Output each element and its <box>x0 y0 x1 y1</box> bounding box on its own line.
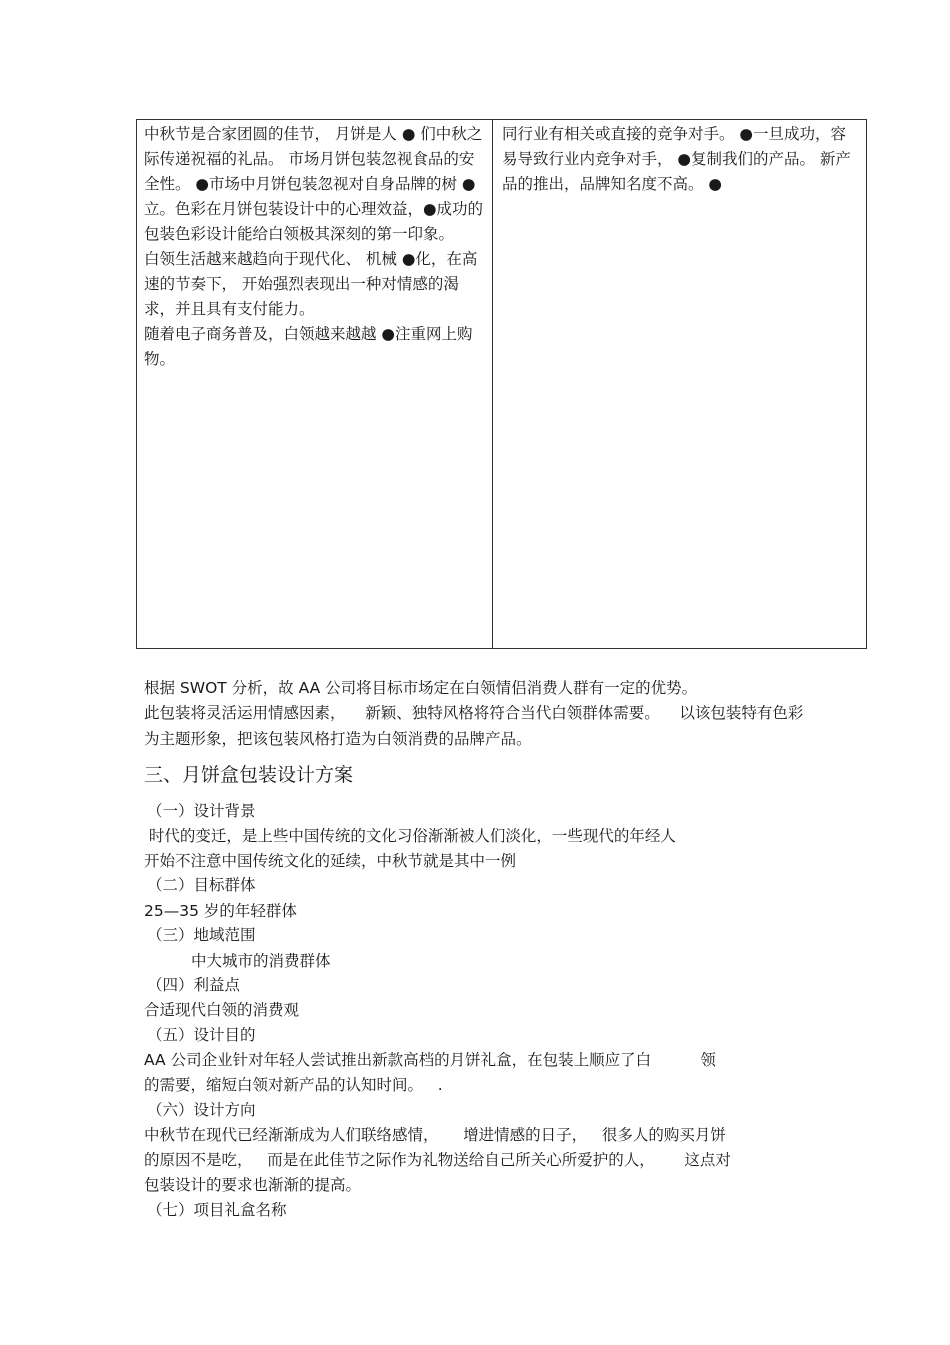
swot-left-paragraph: 随着电子商务普及，白领越来越越 ●注重网上购物。 <box>144 325 473 368</box>
summary-paragraph: 此包装将灵活运用情感因素， 新颖、独特风格将符合当代白领群体需要。 以该包装特有色彩为主题形象，把该包装风格打造为白领消费的品牌产品。 <box>144 704 804 748</box>
swot-left-paragraph: 白领生活越来越趋向于现代化、 机械 ●化，在高速的节奏下， 开始强烈表现出一种对情感的渴求，并且具有支付能力。 <box>144 250 478 318</box>
swot-cell-left <box>137 120 493 648</box>
direction-heading: （六）设计方向 <box>147 1101 256 1119</box>
swot-left-paragraph: 中秋节是合家团圆的佳节， 月饼是人 ● 们中秋之际传递祝福的礼品。 市场月饼包装忽视食品的安全性。 ●市场中月饼包装忽视对自身品牌的树 ● <box>144 125 483 193</box>
section-title: 三、月饼盒包装设计方案 <box>144 764 354 786</box>
target-heading: （二）目标群体 <box>147 876 256 894</box>
swot-right-paragraph: 同行业有相关或直接的竞争对手。 ●一旦成功，容易导致行业内竞争对手， ●复制我们的产品。 新产品的推出，品牌知名度不高。 ● <box>502 125 851 193</box>
summary-line: 根据 SWOT 分析，故 AA 公司将目标市场定在白领情侣消费人群有一定的优势。 <box>144 679 698 697</box>
purpose-heading: （五）设计目的 <box>147 1026 256 1044</box>
target-text: 25—35 岁的年轻群体 <box>144 902 297 920</box>
background-text: 开始不注意中国传统文化的延续，中秋节就是其中一例 <box>144 852 517 870</box>
benefit-heading: （四）利益点 <box>147 976 241 994</box>
swot-table <box>136 119 867 649</box>
background-heading: （一）设计背景 <box>147 802 256 820</box>
direction-text: 的原因不是吃， 而是在此佳节之际作为礼物送给自己所关心所爱护的人， 这点对 <box>144 1151 731 1169</box>
purpose-text: AA 公司企业针对年轻人尝试推出新款高档的月饼礼盒，在包装上顺应了白 领 <box>144 1051 716 1069</box>
benefit-text: 合适现代白领的消费观 <box>144 1001 300 1019</box>
direction-text: 包装设计的要求也渐渐的提高。 <box>144 1176 362 1194</box>
purpose-text: 的需要，缩短白领对新产品的认知时间。 . <box>144 1076 443 1094</box>
region-text: 中大城市的消费群体 <box>191 952 331 970</box>
background-text: 时代的变迁，是上些中国传统的文化习俗渐渐被人们淡化，一些现代的年经人 <box>144 827 676 845</box>
swot-cell-right <box>493 120 866 648</box>
region-heading: （三）地域范围 <box>147 926 256 944</box>
direction-text: 中秋节在现代已经渐渐成为人们联络感情， 增进情感的日子， 很多人的购买月饼 <box>144 1126 726 1144</box>
name-heading: （七）项目礼盒名称 <box>147 1201 287 1219</box>
swot-left-paragraph: 立。色彩在月饼包装设计中的心理效益，●成功的包装色彩设计能给白领极其深刻的第一印象。 <box>144 200 484 243</box>
